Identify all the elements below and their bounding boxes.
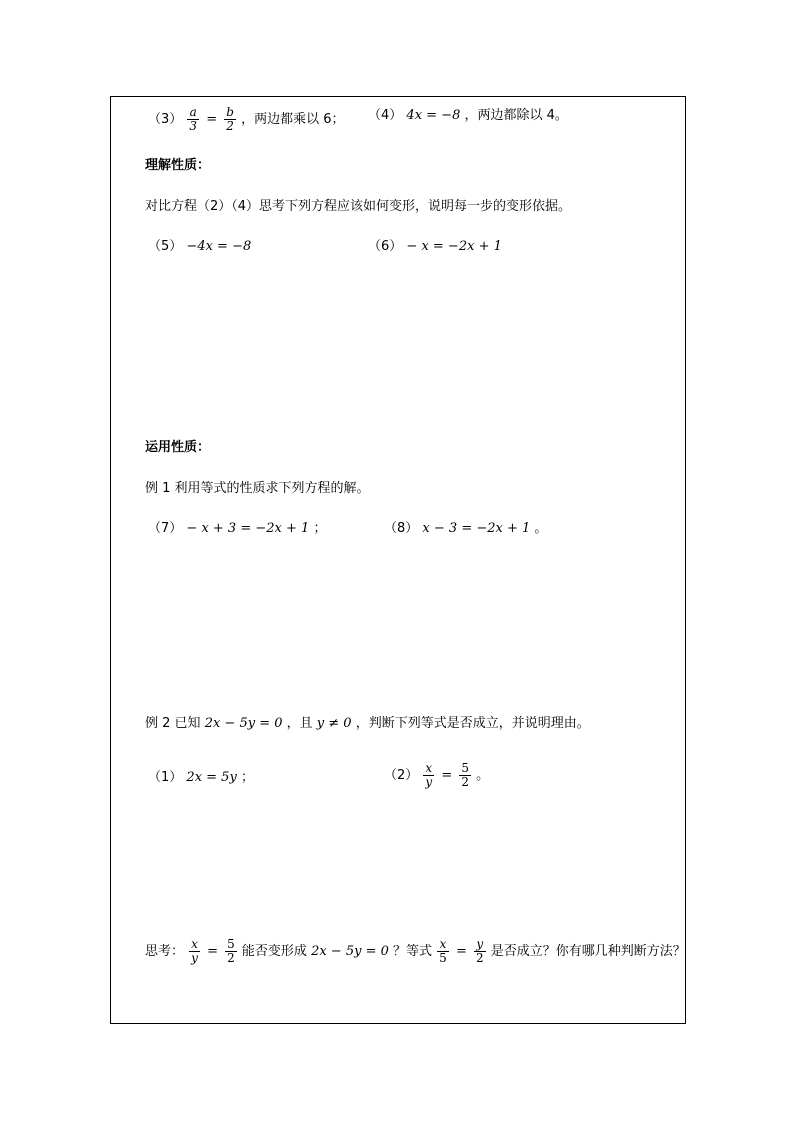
think-fraction-xy: $\frac{x}{y}$ — [191, 937, 198, 965]
think-equation: 2x − 5y = 0 — [311, 944, 389, 959]
example-2: 例 2 已知 2x − 5y = 0 ，且 y ≠ 0 ，判断下列等式是否成立，并说明理由。 — [145, 716, 590, 731]
compare-instruction: 对比方程（2）（4）思考下列方程应该如何变形，说明每一步的变形依据。 — [145, 199, 572, 214]
item-3-fraction-b: $\frac{b}{2}$ — [226, 105, 234, 133]
content-frame — [110, 96, 686, 1024]
sub-item-2: （2） $\frac{x}{y}$ = $\frac{5}{2}$ 。 — [384, 761, 490, 789]
item-4-label: （4） — [368, 108, 403, 123]
sub-item-1: （1） 2x = 5y ； — [148, 770, 254, 785]
think-fraction-52: $\frac{5}{2}$ — [227, 937, 235, 965]
item-5 — [148, 239, 251, 255]
example-2-equation: 2x − 5y = 0 — [204, 716, 283, 731]
think-question: 思考： $\frac{x}{y}$ = $\frac{5}{2}$ 能否变形成 2x − 5y = 0 ？等式 $\frac{x}{5}$ = $\frac{y}{2}$ 是否成立？你有哪几种判断方法？ — [145, 937, 686, 965]
item-6 — [368, 239, 502, 255]
think-label: 思考： — [145, 944, 185, 959]
item-8-label: （8） — [384, 521, 419, 536]
think-fraction-y2: $\frac{y}{2}$ — [476, 937, 484, 965]
understand-heading: 理解性质： — [145, 158, 211, 173]
sub-item-2-label: （2） — [384, 768, 419, 783]
sub-item-1-equation: 2x = 5y — [186, 770, 237, 785]
item-4 — [368, 108, 568, 124]
item-6-equation: − x = −2x + 1 — [406, 239, 502, 254]
item-3-instruction: ，两边都乘以 6； — [241, 112, 345, 127]
item-7-label: （7） — [148, 521, 183, 536]
item-3-fraction-a: $\frac{a}{3}$ — [189, 105, 198, 133]
item-6-label: （6） — [368, 239, 403, 254]
example-1: 例 1 利用等式的性质求下列方程的解。 — [145, 481, 370, 496]
item-7: （7） − x + 3 = −2x + 1 ； — [148, 521, 327, 536]
think-fraction-x5: $\frac{x}{5}$ — [439, 937, 447, 965]
sub-item-2-fraction-52: $\frac{5}{2}$ — [461, 761, 470, 789]
item-4-equation: 4x = −8 — [406, 108, 461, 123]
item-5-equation: −4x = −8 — [186, 239, 252, 254]
item-8: （8） x − 3 = −2x + 1 。 — [384, 521, 548, 536]
apply-heading: 运用性质： — [145, 440, 211, 455]
item-7-equation: − x + 3 = −2x + 1 — [186, 521, 310, 536]
sub-item-2-fraction-xy: $\frac{x}{y}$ — [425, 761, 433, 789]
example-2-condition: y ≠ 0 — [316, 716, 352, 731]
item-3-label: （3） — [148, 112, 183, 127]
item-5-label: （5） — [148, 239, 183, 254]
item-3: （3） $\frac{a}{3}$ = $\frac{b}{2}$ ，两边都乘以 6； — [148, 105, 345, 133]
item-4-instruction: ，两边都除以 4。 — [464, 108, 568, 123]
sub-item-1-label: （1） — [148, 770, 183, 785]
item-8-equation: x − 3 = −2x + 1 — [422, 521, 531, 536]
